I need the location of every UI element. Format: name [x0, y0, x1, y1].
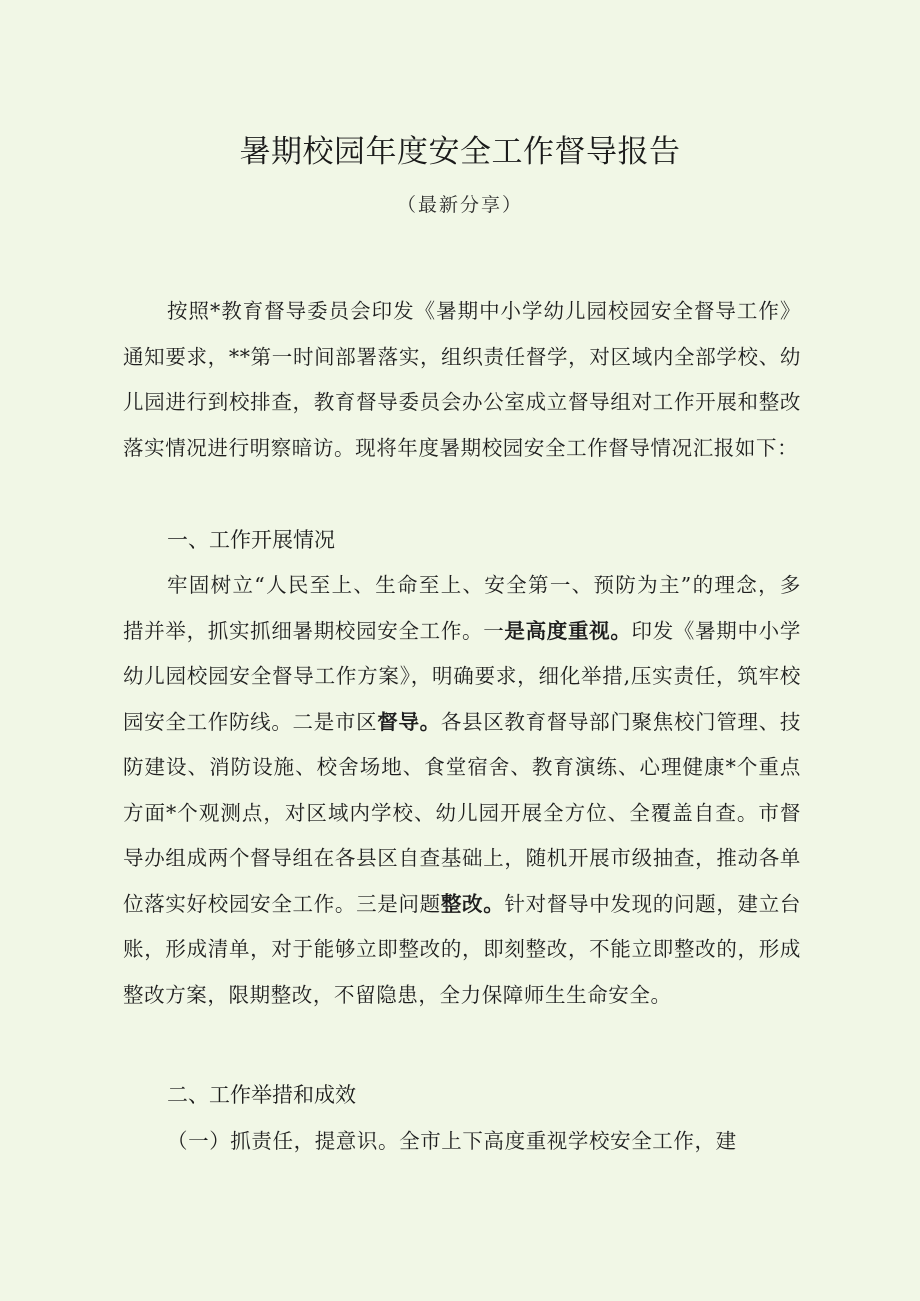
section1-text-4: 针对督导中发现的问题，建立台账，形成清单，对于能够立即整改的，即刻整改，不能立即整改的，形成整改方案，限期整改，不留隐患，全力保障师生生命安全。: [123, 891, 802, 1007]
document-title: 暑期校园年度安全工作督导报告: [239, 134, 681, 170]
section1-bold-3: 整改。: [440, 891, 505, 916]
section1-text-3: 各县区教育督导部门聚焦校门管理、技防建设、消防设施、校舍场地、食堂宿舍、教育演练、心理健康*个重点方面*个观测点，对区域内学校、幼儿园开展全方位、全覆盖自查。市督导办组成两个督导组在各县区自查基础上，随机开展市级抽查，推动各单位落实好校园安全工作。三是问题: [123, 709, 801, 916]
section2-paragraph: （一）抓责任，提意识。全市上下高度重视学校安全工作，建: [167, 1129, 737, 1153]
section1-paragraph: [123, 563, 801, 1018]
intro-paragraph: 按照*教育督导委员会印发《暑期中小学幼儿园校园安全督导工作》通知要求，**第一时间部署落实，组织责任督学，对区域内全部学校、幼儿园进行到校排查，教育督导委员会办公室成立督导组对工作开展和整改落实情况进行明察暗访。现将年度暑期校园安全工作督导情况汇报如下：: [123, 299, 801, 460]
document-subtitle: （最新分享）: [396, 194, 523, 216]
section-heading-2: 二、工作举措和成效: [167, 1083, 356, 1107]
section1-bold-2: 督导。: [377, 709, 441, 734]
section-heading-1: 一、工作开展情况: [167, 528, 335, 552]
section1-bold-1: 是高度重视。: [504, 618, 632, 643]
section1-text-1: 牢固树立“人民至上、生命至上、安全第一、预防为主”的理念，多措并举，抓实抓细暑期校园安全工作。一: [123, 573, 801, 643]
section1-text-2: 印发《暑期中小学幼儿园校园安全督导工作方案》，明确要求，细化举措,压实责任，筑牢校园安全工作防线。二是市区: [123, 618, 801, 734]
